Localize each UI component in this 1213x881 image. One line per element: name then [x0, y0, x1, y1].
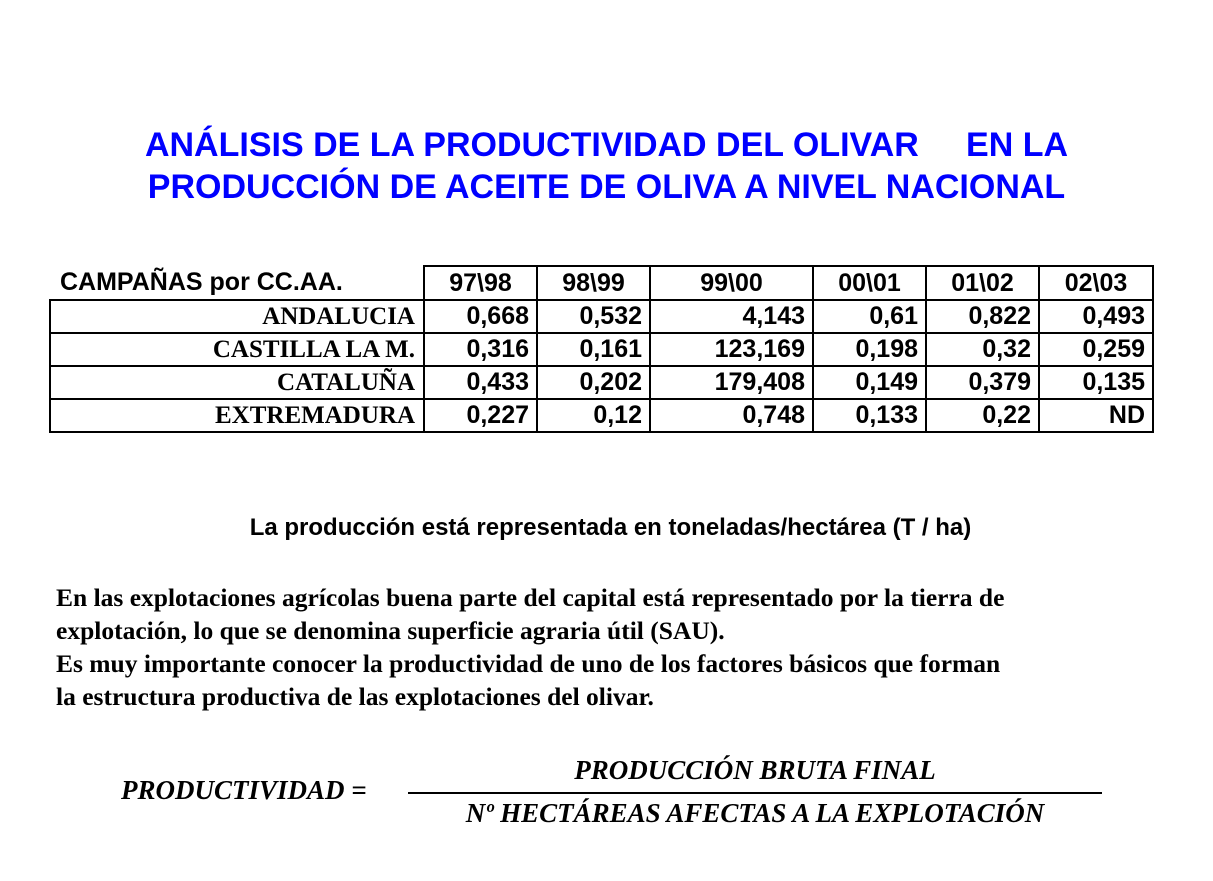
value-cell: 0,32 [926, 333, 1039, 366]
value-cell: 4,143 [650, 300, 813, 333]
table-row [50, 300, 1153, 333]
table-header-row [50, 266, 1153, 300]
title-line-2: PRODUCCIÓN DE ACEITE DE OLIVA A NIVEL NACIONAL [147, 168, 1066, 206]
value-cell: 0,532 [537, 300, 650, 333]
paragraph-line: la estructura productiva de las explotaciones del olivar. [56, 682, 654, 711]
column-header: 01\02 [926, 266, 1039, 300]
title-line-1: ANÁLISIS DE LA PRODUCTIVIDAD DEL OLIVAR EN LA [144, 126, 1069, 164]
value-cell: 0,316 [424, 333, 537, 366]
productivity-table [49, 265, 1154, 433]
column-header: 99\00 [650, 266, 813, 300]
fraction-bar [408, 792, 1102, 794]
region-cell: CATALUÑA [50, 366, 424, 399]
value-cell: 0,202 [537, 366, 650, 399]
value-cell: 0,133 [813, 399, 926, 432]
value-cell: 0,135 [1039, 366, 1153, 399]
column-header: 98\99 [537, 266, 650, 300]
value-cell: 0,12 [537, 399, 650, 432]
table-row [50, 399, 1153, 432]
paragraph-productivity [56, 647, 1186, 713]
value-cell: 0,668 [424, 300, 537, 333]
value-cell: 0,379 [926, 366, 1039, 399]
value-cell: 0,493 [1039, 300, 1153, 333]
table-row [50, 366, 1153, 399]
column-header: 02\03 [1039, 266, 1153, 300]
column-header: 00\01 [813, 266, 926, 300]
formula-denominator: Nº HECTÁREAS AFECTAS A LA EXPLOTACIÓN [465, 798, 1045, 828]
value-cell: 123,169 [650, 333, 813, 366]
value-cell: 0,822 [926, 300, 1039, 333]
table-row [50, 333, 1153, 366]
paragraph-line: En las explotaciones agrícolas buena parte del capital está representado por la tierra de [56, 583, 1005, 612]
page-title [0, 124, 1213, 208]
region-cell: ANDALUCIA [50, 300, 424, 333]
paragraph-sau [56, 581, 1186, 647]
unit-note: La producción está representada en toneladas/hectárea (T / ha) [249, 514, 972, 541]
campaigns-header-label: CAMPAÑAS por CC.AA. [60, 268, 343, 296]
region-cell: EXTREMADURA [50, 399, 424, 432]
value-cell: 0,198 [813, 333, 926, 366]
value-cell: ND [1039, 399, 1153, 432]
formula-numerator: PRODUCCIÓN BRUTA FINAL [574, 755, 936, 785]
paragraph-line: explotación, lo que se denomina superficie agraria útil (SAU). [56, 616, 725, 645]
value-cell: 0,748 [650, 399, 813, 432]
value-cell: 0,227 [424, 399, 537, 432]
value-cell: 0,22 [926, 399, 1039, 432]
formula-lhs: PRODUCTIVIDAD = [121, 775, 367, 805]
value-cell: 179,408 [650, 366, 813, 399]
value-cell: 0,149 [813, 366, 926, 399]
value-cell: 0,433 [424, 366, 537, 399]
region-cell: CASTILLA LA M. [50, 333, 424, 366]
value-cell: 0,61 [813, 300, 926, 333]
value-cell: 0,161 [537, 333, 650, 366]
paragraph-line: Es muy importante conocer la productividad de uno de los factores básicos que forman [56, 649, 1001, 678]
column-header: 97\98 [424, 266, 537, 300]
value-cell: 0,259 [1039, 333, 1153, 366]
